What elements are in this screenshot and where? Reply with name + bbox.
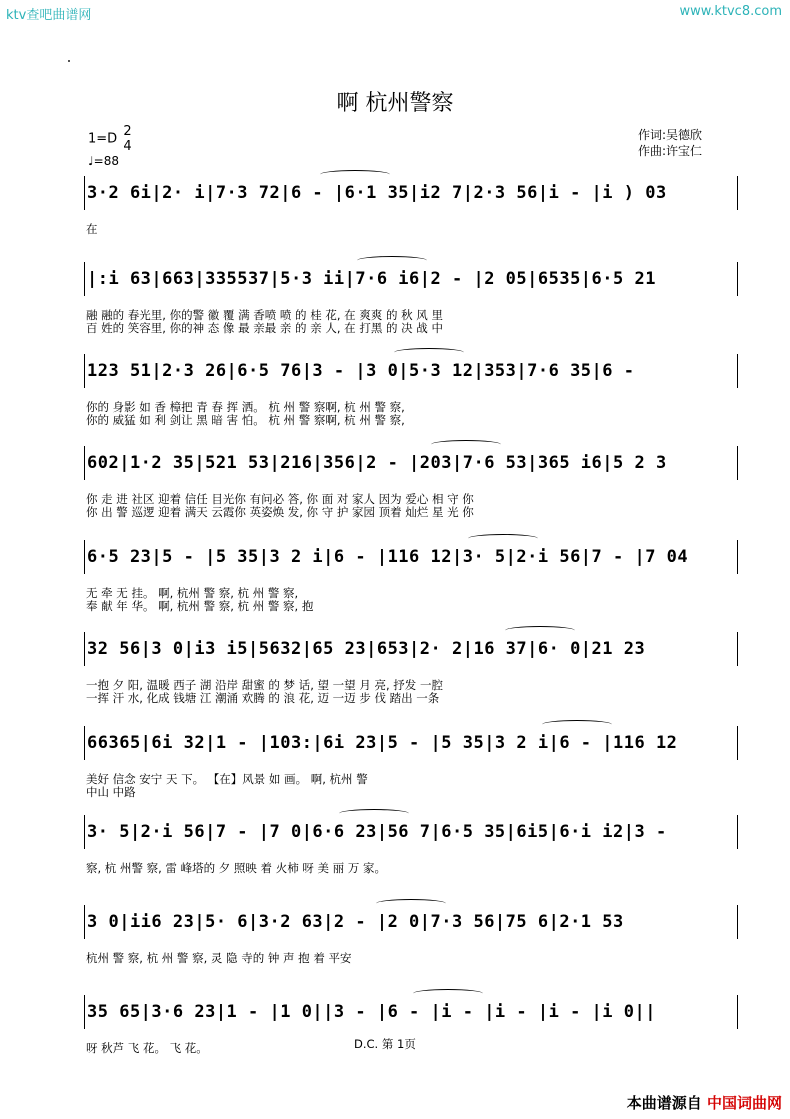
footer-site: 中国词曲网 [706, 1094, 782, 1112]
lyric-line: 察, 杭 州警 察, 雷 峰塔的 夕 照映 着 火柿 呀 美 丽 万 家。 [86, 861, 386, 875]
lyric-line: 你的 威猛 如 利 剑让 黑 暗 害 怕。 杭 州 警 察啊, 杭 州 警 察, [86, 413, 405, 427]
watermark-right: www.ktvc8.com [679, 4, 782, 19]
tempo-marking: ♩=88 [88, 154, 119, 168]
slur-mark [376, 899, 446, 908]
slur-mark [357, 256, 427, 265]
slur-mark [339, 809, 409, 818]
dc-marking: D.C. 第 1页 [354, 1037, 416, 1051]
notation-line: 32 56|3 0|i3 i5|5632|65 23|653|2· 2|16 37|6· 0|21 23 [84, 632, 738, 666]
slur-mark [505, 626, 575, 635]
lyric-line: 融 融的 春光里, 你的警 徽 覆 满 香喷 喷 的 桂 花, 在 爽爽 的 秋 风 里 [86, 308, 443, 322]
time-signature [123, 124, 131, 154]
credits [638, 127, 702, 159]
slur-mark [542, 720, 612, 729]
source-footer [627, 1092, 782, 1113]
key-signature [88, 124, 132, 154]
notation-line: 6·5 23|5 - |5 35|3 2 i|6 - |116 12|3· 5|2·i 56|7 - |7 04 [84, 540, 738, 574]
slur-mark [468, 534, 538, 543]
notation-line: 3· 5|2·i 56|7 - |7 0|6·6 23|56 7|6·5 35|6i5|6·i i2|3 - [84, 815, 738, 849]
slur-mark [413, 989, 483, 998]
notation-line: 66365|6i 32|1 - |103:|6i 23|5 - |5 35|3 2 i|6 - |116 12 [84, 726, 738, 760]
composer: 作曲:许宝仁 [638, 144, 703, 158]
lyricist: 作词:吴德欣 [638, 128, 703, 142]
lyric-line: 你 出 警 巡逻 迎着 满天 云霞你 英姿焕 发, 你 守 护 家园 顶着 灿烂 星 光 你 [86, 505, 474, 519]
song-title: 啊 杭州警察 [336, 91, 454, 116]
time-bottom: 4 [123, 139, 132, 154]
time-top: 2 [123, 124, 132, 139]
lyric-line: 中山 中路 [86, 785, 136, 799]
margin-dot [68, 60, 70, 62]
notation-line: 35 65|3·6 23|1 - |1 0||3 - |6 - |i - |i - |i - |i 0|| [84, 995, 738, 1029]
lyric-line: 在 [86, 222, 98, 236]
notation-line: |:i 63|663|335537|5·3 ii|7·6 i6|2 - |2 05|6535|6·5 21 [84, 262, 738, 296]
slur-mark [394, 348, 464, 357]
lyric-line: 呀 秋芦 飞 花。 飞 花。 [86, 1041, 208, 1055]
lyric-line: 你 走 进 社区 迎着 信任 目光你 有问必 答, 你 面 对 家人 因为 爱心 相 守 你 [86, 492, 474, 506]
lyric-line: 美好 信念 安宁 天 下。 【在】风景 如 画。 啊, 杭州 警 [86, 772, 368, 786]
lyric-line: 无 牵 无 挂。 啊, 杭州 警 察, 杭 州 警 察, [86, 586, 299, 600]
slur-mark [431, 440, 501, 449]
notation-line: 3·2 6i|2· i|7·3 72|6 - |6·1 35|i2 7|2·3 56|i - |i ) 03 [84, 176, 738, 210]
key-label: 1=D [88, 131, 118, 147]
lyric-line: 杭州 警 察, 杭 州 警 察, 灵 隐 寺的 钟 声 抱 着 平安 [86, 951, 352, 965]
slur-mark [320, 170, 390, 179]
notation-line: 3 0|ii6 23|5· 6|3·2 63|2 - |2 0|7·3 56|75 6|2·1 53 [84, 905, 738, 939]
lyric-line: 一挥 汗 水, 化成 钱塘 江 潮涌 欢腾 的 浪 花, 迈 一迈 步 伐 踏出 一条 [86, 691, 440, 705]
notation-line: 123 51|2·3 26|6·5 76|3 - |3 0|5·3 12|353|7·6 35|6 - [84, 354, 738, 388]
lyric-line: 一抱 夕 阳, 温暖 西子 湖 沿岸 甜蜜 的 梦 话, 望 一望 月 亮, 抒发 一腔 [86, 678, 443, 692]
footer-prefix: 本曲谱源自 [626, 1094, 702, 1112]
notation-line: 602|1·2 35|521 53|216|356|2 - |203|7·6 53|365 i6|5 2 3 [84, 446, 738, 480]
lyric-line: 你的 身影 如 香 樟把 青 春 挥 洒。 杭 州 警 察啊, 杭 州 警 察, [86, 400, 405, 414]
watermark-left: ktv查吧曲谱网 [6, 8, 92, 23]
lyric-line: 百 姓的 笑容里, 你的神 态 像 最 亲最 亲 的 亲 人, 在 打黑 的 决 战 中 [86, 321, 443, 335]
lyric-line: 奉 献 年 华。 啊, 杭州 警 察, 杭 州 警 察, 抱 [86, 599, 314, 613]
